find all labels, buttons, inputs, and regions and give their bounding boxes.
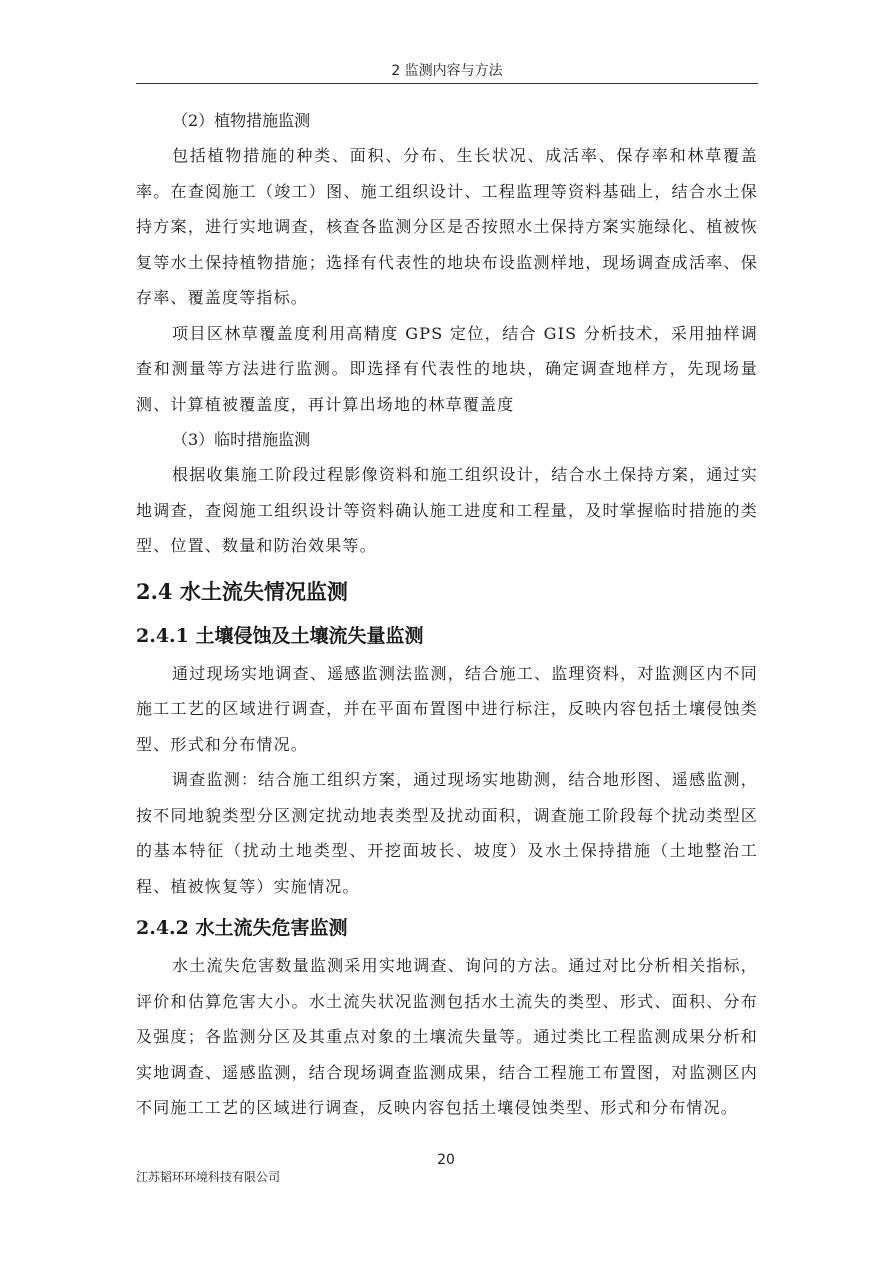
footer-company-name: 江苏韬环环境科技有限公司	[136, 1170, 281, 1184]
plant-measures-heading: （2）植物措施监测	[172, 111, 311, 130]
soil-erosion-paragraph-1: 通过现场实地调查、遥感监测法监测，结合施工、监理资料，对监测区内不同施工工艺的区域进行调查，并在平面布置图中进行标注，反映内容包括土壤侵蚀类型、形式和分布情况。	[136, 663, 758, 754]
erosion-hazard-paragraph: 水土流失危害数量监测采用实地调查、询问的方法。通过对比分析相关指标，评价和估算危害大小。水土流失状况监测包括水土流失的类型、形式、面积、分布及强度；各监测分区及其重点对象的土壤流失量等。通过类比工程监测成果分析和实地调查、遥感监测，结合现场调查监测成果，结合工程施工布置图，对监测区内不同施工工艺的区域进行调查，反映内容包括土壤侵蚀类型、形式和分布情况。	[136, 956, 758, 1117]
section-heading-2-4-1: 2.4.1 土壤侵蚀及土壤流失量监测	[136, 624, 424, 647]
header-divider	[136, 83, 758, 84]
page-header-title: 2 监测内容与方法	[391, 63, 503, 79]
soil-erosion-paragraph-2: 调查监测：结合施工组织方案，通过现场实地勘测，结合地形图、遥感监测，按不同地貌类型分区测定扰动地表类型及扰动面积，调查施工阶段每个扰动类型区的基本特征（扰动土地类型、开挖面坡长、坡度）及水土保持措施（土地整治工程、植被恢复等）实施情况。	[136, 770, 758, 896]
section-heading-2-4-2: 2.4.2 水土流失危害监测	[136, 917, 348, 939]
temporary-measures-heading: （3）临时措施监测	[172, 430, 311, 449]
page-number: 20	[437, 1152, 455, 1168]
temporary-measures-paragraph: 根据收集施工阶段过程影像资料和施工组织设计，结合水土保持方案，通过实地调查，查阅施工组织设计等资料确认施工进度和工程量，及时掌握临时措施的类型、位置、数量和防治效果等。	[136, 465, 758, 555]
document-body	[136, 103, 758, 1126]
plant-measures-paragraph-2: 项目区林草覆盖度利用高精度 GPS 定位，结合 GIS 分析技术，采用抽样调查和测量等方法进行监测。即选择有代表性的地块，确定调查地样方，先现场量测、计算植被覆盖度，再计算出场地的林草覆盖度	[136, 323, 758, 414]
plant-measures-paragraph-1: 包括植物措施的种类、面积、分布、生长状况、成活率、保存率和林草覆盖率。在查阅施工（竣工）图、施工组织设计、工程监理等资料基础上，结合水土保持方案，进行实地调查，核查各监测分区是否按照水土保持方案实施绿化、植被恢复等水土保持植物措施；选择有代表性的地块布设监测样地，现场调查成活率、保存率、覆盖度等指标。	[136, 146, 758, 307]
section-heading-2-4: 2.4 水土流失情况监测	[136, 578, 348, 604]
